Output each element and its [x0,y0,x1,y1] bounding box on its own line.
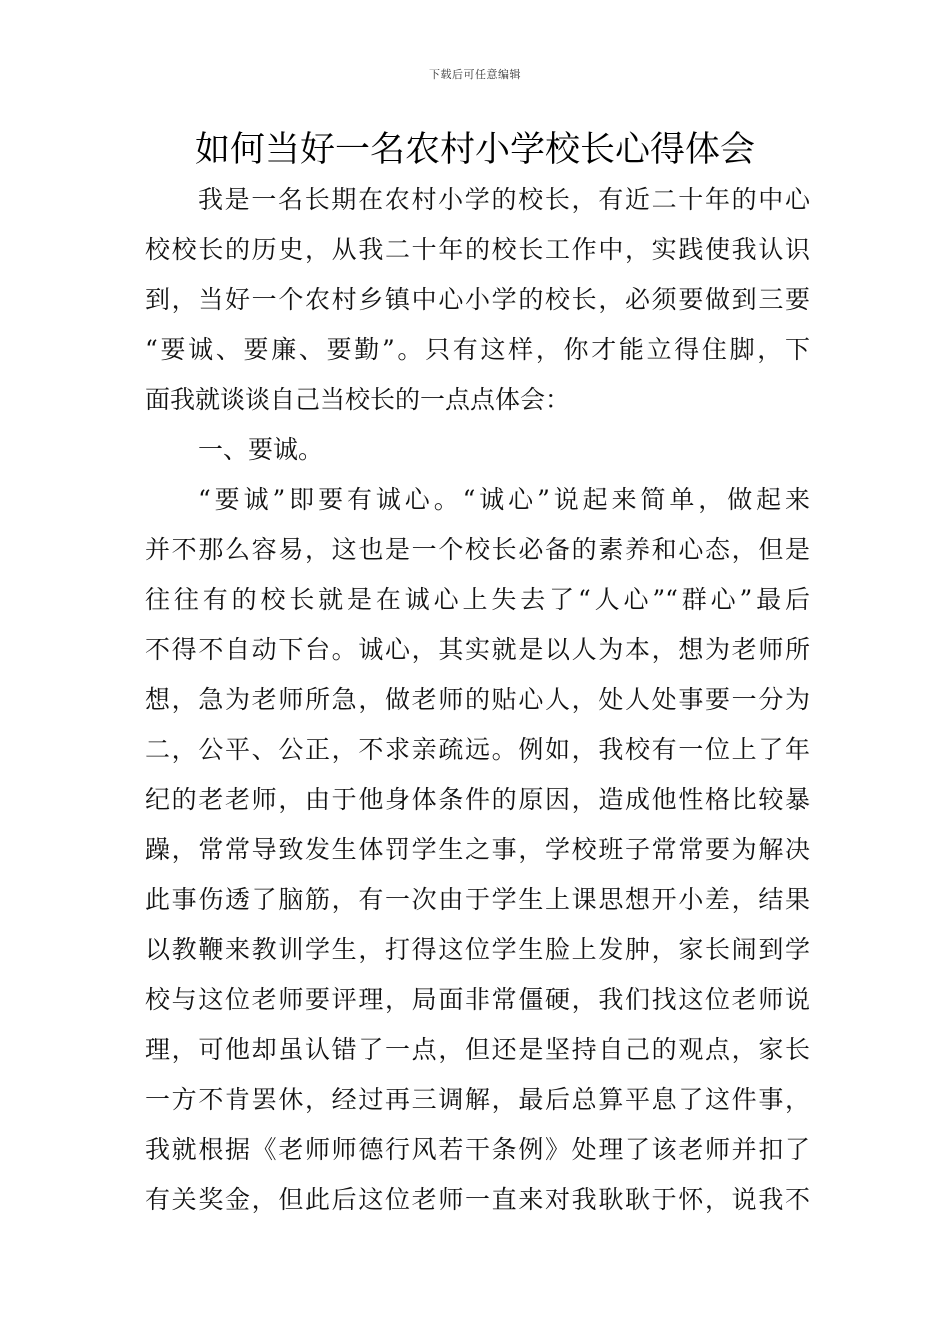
section-heading: 一、要诚。 [198,435,324,464]
document-title: 如何当好一名农村小学校长心得体会 [194,130,755,170]
paragraph-line: 理，可他却虽认错了一点，但还是坚持自己的观点，家长 [145,1035,810,1064]
paragraph-line: 到，当好一个农村乡镇中心小学的校长，必须要做到三要 [145,285,810,314]
paragraph-line: 一方不肯罢休，经过再三调解，最后总算平息了这件事， [145,1085,810,1114]
document-body [145,175,810,1225]
paragraph-line: 并不那么容易，这也是一个校长必备的素养和心态，但是 [145,535,810,564]
paragraph-line: 此事伤透了脑筋，有一次由于学生上课思想开小差，结果 [145,885,810,914]
paragraph-line: 二，公平、公正，不求亲疏远。例如，我校有一位上了年 [145,735,810,764]
paragraph-line: 想，急为老师所急，做老师的贴心人，处人处事要一分为 [145,685,810,714]
paragraph-line: 有关奖金，但此后这位老师一直来对我耿耿于怀，说我不 [145,1185,810,1214]
paragraph-line: 往往有的校长就是在诚心上失去了“人心”“群心”最后 [145,585,810,614]
paragraph-line: 不得不自动下台。诚心，其实就是以人为本，想为老师所 [145,635,810,664]
paragraph-line: 校与这位老师要评理，局面非常僵硬，我们找这位老师说 [145,985,810,1014]
paragraph-line: 躁，常常导致发生体罚学生之事，学校班子常常要为解决 [145,835,810,864]
paragraph-line: 纪的老老师，由于他身体条件的原因，造成他性格比较暴 [145,785,810,814]
paragraph-line: 以教鞭来教训学生，打得这位学生脸上发肿，家长闹到学 [145,935,810,964]
header-note: 下载后可任意编辑 [429,68,521,81]
paragraph-line: “要诚”即要有诚心。“诚心”说起来简单，做起来 [198,485,810,514]
paragraph-line: “要诚、要廉、要勤”。只有这样，你才能立得住脚，下 [145,335,810,364]
paragraph-line: 面我就谈谈自己当校长的一点点体会： [145,385,571,414]
paragraph-line: 我是一名长期在农村小学的校长，有近二十年的中心 [198,185,810,214]
paragraph-line: 校校长的历史，从我二十年的校长工作中，实践使我认识 [145,235,810,264]
paragraph-line: 我就根据《老师师德行风若干条例》处理了该老师并扣了 [145,1135,810,1164]
